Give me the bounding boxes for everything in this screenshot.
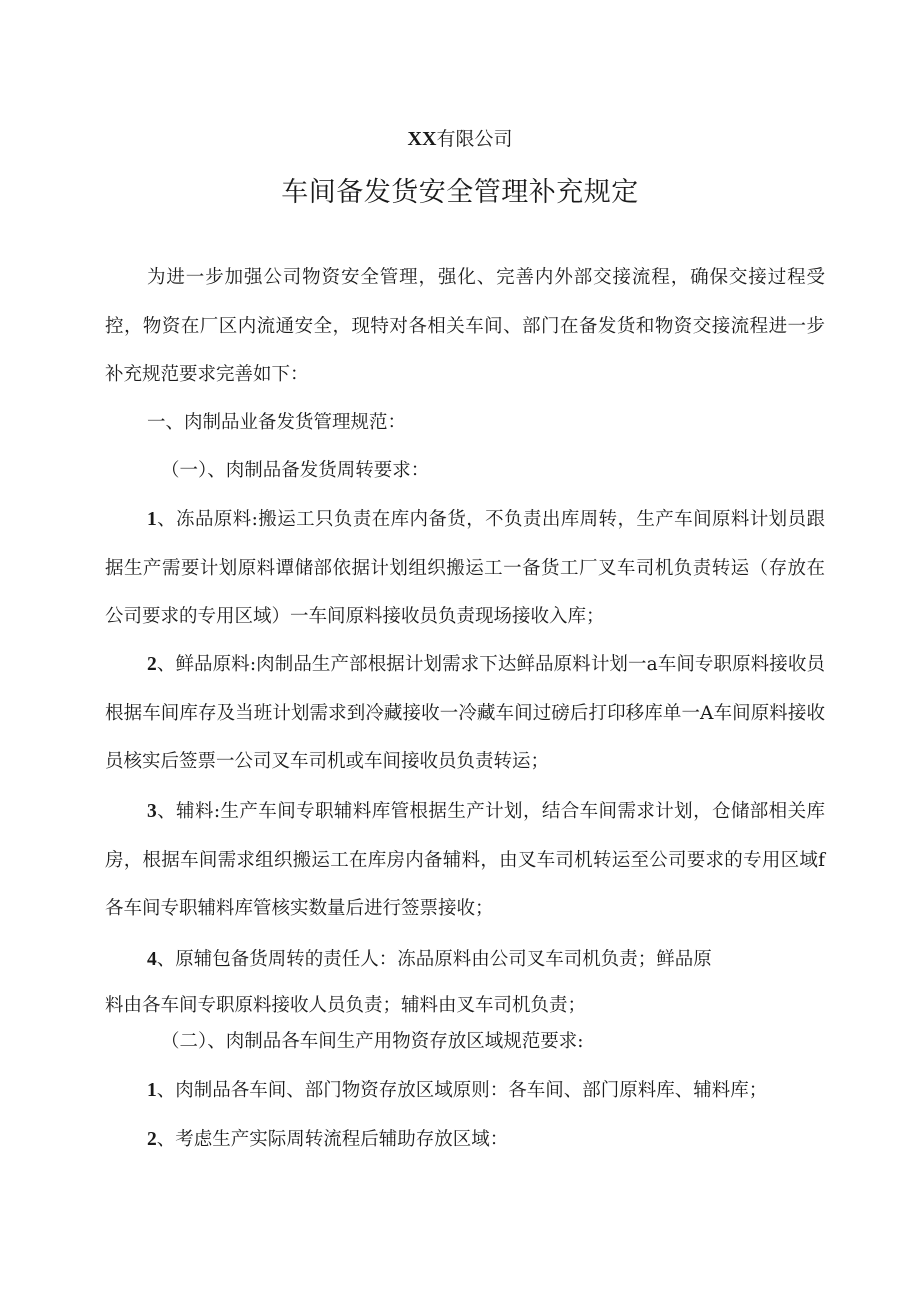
company-name — [0, 124, 920, 151]
section-1-heading: 一、肉制品业备发货管理规范： — [147, 412, 407, 433]
item-number: 1 — [147, 509, 157, 530]
item-fresh-materials — [105, 641, 825, 787]
item-text: 、冻品原料:搬运工只负责在库内备货，不负责出库周转，生产车间原料计划员跟据生产需要计划原料谭储部依据计划组织搬运工一备货工厂叉车司机负责转运（存放在公司要求的专用区域）一车间原料接收员负责现场接收入库； — [105, 509, 825, 627]
company-suffix: 有限公司 — [436, 128, 513, 150]
item-text: 、肉制品各车间、部门物资存放区域原则：各车间、部门原料库、辅料库； — [156, 1080, 768, 1101]
item-number: 4 — [147, 949, 157, 970]
item-number: 3 — [147, 801, 157, 822]
item-number: 2 — [147, 1129, 157, 1150]
item-text: 、辅料:生产车间专职辅料库管根据生产计划，结合车间需求计划，仓储部相关库房，根据车间需求组织搬运工在库房内备辅料，由叉车司机转运至公司要求的专用区域f各车间专职辅料库管核实数量后进行签票接收； — [105, 801, 825, 919]
item-text-line-1: 、原辅包备货周转的责任人：冻品原料由公司叉车司机负责；鲜品原 — [156, 949, 712, 970]
intro-paragraph: 为进一步加强公司物资安全管理，强化、完善内外部交接流程，确保交接过程受控，物资在厂区内流通安全，现特对各相关车间、部门在备发货和物资交接流程进一步补充规范要求完善如下： — [105, 267, 825, 385]
item-responsible-persons — [105, 936, 785, 985]
item-responsible-persons-continued: 料由各车间专职原料接收人员负责；辅料由叉车司机负责； — [105, 995, 587, 1016]
item-auxiliary-storage — [105, 1116, 825, 1165]
item-number: 1 — [147, 1080, 157, 1101]
item-auxiliary-materials — [105, 788, 825, 934]
subsection-1-heading: （一）、肉制品备发货周转要求： — [161, 460, 430, 481]
company-prefix: XX — [407, 128, 437, 150]
subsection-2-heading: （二）、肉制品各车间生产用物资存放区域规范要求: — [161, 1031, 584, 1052]
document-title: 车间备发货安全管理补充规定 — [281, 177, 639, 208]
item-text: 、考虑生产实际周转流程后辅助存放区域： — [156, 1129, 509, 1150]
item-frozen-materials — [105, 496, 825, 642]
item-number: 2 — [147, 654, 157, 675]
item-storage-principle — [105, 1067, 835, 1116]
item-text: 、鲜品原料:肉制品生产部根据计划需求下达鲜品原料计划一a车间专职原料接收员根据车间库存及当班计划需求到冷藏接收一冷藏车间过磅后打印移库单一A车间原料接收员核实后签票一公司叉车司机或车间接收员负责转运； — [105, 654, 825, 772]
